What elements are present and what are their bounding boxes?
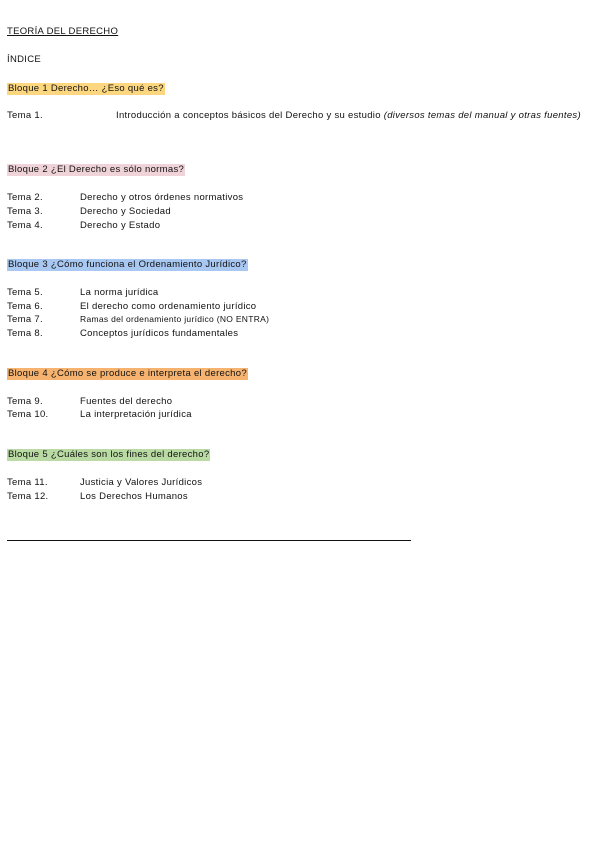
- topic-number: Tema 3.: [7, 206, 43, 217]
- topic-number: Tema 4.: [7, 220, 43, 231]
- topic-number: Tema 9.: [7, 396, 43, 407]
- block-3-heading: Bloque 3 ¿Cómo funciona el Ordenamiento Jurídico?: [8, 259, 247, 270]
- topic-title: Derecho y Estado: [80, 220, 161, 231]
- block-5-heading: Bloque 5 ¿Cuáles son los fines del derecho?: [8, 449, 210, 460]
- topic-title: Introducción a conceptos básicos del Derecho y su estudio: [116, 110, 381, 121]
- divider-line: [7, 540, 411, 541]
- topic-number: Tema 1.: [7, 110, 43, 121]
- topic-title: Justicia y Valores Jurídicos: [80, 477, 203, 488]
- topic-title: Fuentes del derecho: [80, 396, 173, 407]
- topic-title: Los Derechos Humanos: [80, 491, 188, 502]
- topic-number: Tema 8.: [7, 328, 43, 339]
- index-heading: ÍNDICE: [7, 54, 41, 65]
- topic-number: Tema 11.: [7, 477, 48, 488]
- block-1-heading: Bloque 1 Derecho… ¿Eso qué es?: [8, 83, 164, 94]
- topic-note: (diversos temas del manual y otras fuentes): [383, 110, 581, 121]
- topic-title: El derecho como ordenamiento jurídico: [80, 301, 257, 312]
- document-title: TEORÍA DEL DERECHO: [7, 26, 119, 37]
- topic-number: Tema 7.: [7, 314, 43, 325]
- topic-title: La norma jurídica: [80, 287, 159, 298]
- block-2-heading: Bloque 2 ¿El Derecho es sólo normas?: [8, 164, 185, 175]
- topic-number: Tema 12.: [7, 491, 49, 502]
- topic-number: Tema 5.: [7, 287, 43, 298]
- block-4-heading: Bloque 4 ¿Cómo se produce e interpreta el derecho?: [8, 368, 247, 379]
- topic-number: Tema 6.: [7, 301, 43, 312]
- topic-title: Conceptos jurídicos fundamentales: [80, 328, 239, 339]
- topic-number: Tema 10.: [7, 409, 49, 420]
- topic-number: Tema 2.: [7, 192, 43, 203]
- topic-title: La interpretación jurídica: [80, 409, 192, 420]
- topic-title: Derecho y otros órdenes normativos: [80, 192, 244, 203]
- topic-title: Derecho y Sociedad: [80, 206, 171, 217]
- topic-title: Ramas del ordenamiento jurídico (NO ENTRA): [80, 314, 270, 324]
- topic-1: [7, 110, 595, 122]
